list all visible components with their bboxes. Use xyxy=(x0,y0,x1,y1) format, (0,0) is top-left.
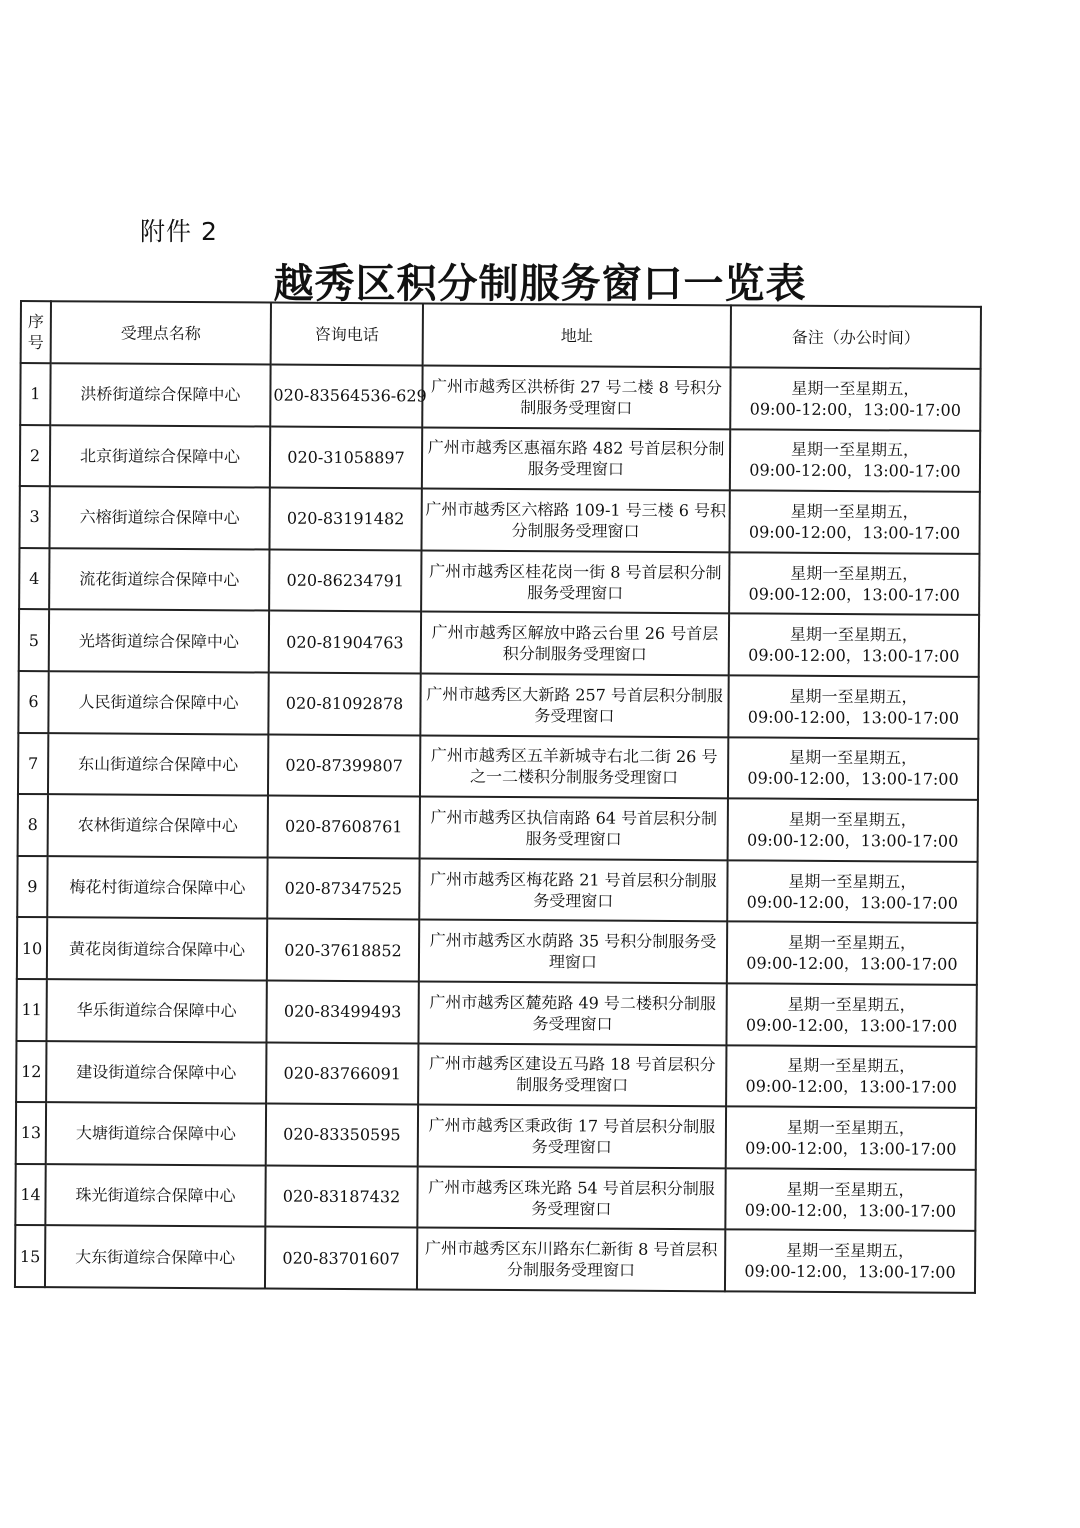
cell-name: 华乐街道综合保障中心 xyxy=(46,979,266,1042)
cell-address: 广州市越秀区珠光路 54 号首层积分制服务受理窗口 xyxy=(417,1166,725,1229)
cell-address: 广州市越秀区大新路 257 号首层积分制服务受理窗口 xyxy=(420,673,728,736)
table-row xyxy=(16,1102,976,1169)
cell-note xyxy=(729,614,979,677)
note-days: 星期一至星期五， xyxy=(786,1179,915,1199)
table-row xyxy=(20,363,980,430)
note-days: 星期一至星期五， xyxy=(789,624,919,645)
note-days: 星期一至星期五， xyxy=(791,378,920,399)
cell-name: 光塔街道综合保障中心 xyxy=(49,610,269,673)
cell-address: 广州市越秀区秉政街 17 号首层积分制服务受理窗口 xyxy=(418,1105,726,1168)
cell-note xyxy=(726,1106,976,1169)
note-hours: 09:00-12:00，13:00-17:00 xyxy=(746,891,959,913)
cell-seq: 11 xyxy=(16,979,46,1041)
cell-seq: 3 xyxy=(19,486,49,548)
note-hours: 09:00-12:00，13:00-17:00 xyxy=(748,645,960,666)
cell-address: 广州市越秀区洪桥街 27 号二楼 8 号积分制服务受理窗口 xyxy=(422,365,730,428)
cell-seq: 1 xyxy=(20,363,50,425)
table-header-row xyxy=(21,301,981,369)
note-days: 星期一至星期五， xyxy=(789,686,918,707)
cell-address: 广州市越秀区麓苑路 49 号二楼积分制服务受理窗口 xyxy=(418,981,726,1044)
seq-header-line2: 号 xyxy=(27,333,44,353)
note-days: 星期一至星期五， xyxy=(787,1056,916,1076)
note-days: 星期一至星期五， xyxy=(791,440,920,460)
cell-note xyxy=(728,675,978,738)
cell-seq: 4 xyxy=(19,548,49,610)
note-hours: 09:00-12:00，13:00-17:00 xyxy=(749,460,961,482)
cell-seq: 12 xyxy=(16,1041,46,1103)
cell-name: 农林街道综合保障中心 xyxy=(48,794,268,857)
cell-address: 广州市越秀区解放中路云台里 26 号首层积分制服务受理窗口 xyxy=(421,612,729,675)
cell-address: 广州市越秀区执信南路 64 号首层积分制服务受理窗口 xyxy=(420,797,728,860)
cell-phone: 020-87399807 xyxy=(268,734,420,797)
cell-note xyxy=(726,1045,976,1108)
note-days: 星期一至星期五， xyxy=(790,501,919,522)
table-row xyxy=(18,671,978,738)
service-window-table xyxy=(14,300,982,1294)
note-hours: 09:00-12:00，13:00-17:00 xyxy=(746,953,958,974)
note-days: 星期一至星期五， xyxy=(789,748,918,768)
table-row xyxy=(15,1225,975,1292)
attachment-label: 附件 2 xyxy=(140,217,218,246)
cell-name: 流花街道综合保障中心 xyxy=(49,548,269,611)
cell-name: 珠光街道综合保障中心 xyxy=(45,1164,265,1227)
cell-note xyxy=(726,983,976,1046)
table-row xyxy=(19,609,979,676)
table-row xyxy=(15,1164,975,1231)
cell-name: 建设街道综合保障中心 xyxy=(46,1041,266,1104)
cell-seq: 14 xyxy=(15,1164,45,1226)
note-days: 星期一至星期五， xyxy=(788,932,917,953)
note-days: 星期一至星期五， xyxy=(788,871,917,892)
table-row xyxy=(20,425,980,492)
cell-phone: 020-83564536-629 xyxy=(270,365,422,428)
cell-phone: 020-31058897 xyxy=(270,426,422,489)
cell-seq: 5 xyxy=(19,609,49,671)
cell-name: 北京街道综合保障中心 xyxy=(50,425,270,488)
note-days: 星期一至星期五， xyxy=(790,563,919,584)
cell-address: 广州市越秀区五羊新城寺右北二街 26 号之一二楼积分制服务受理窗口 xyxy=(420,735,728,798)
cell-phone: 020-86234791 xyxy=(269,549,421,612)
cell-phone: 020-81092878 xyxy=(268,672,420,735)
cell-note xyxy=(730,367,980,430)
cell-address: 广州市越秀区东川路东仁新街 8 号首层积分制服务受理窗口 xyxy=(417,1228,725,1291)
note-days: 星期一至星期五， xyxy=(788,809,917,830)
cell-name: 东山街道综合保障中心 xyxy=(48,733,268,796)
table-row xyxy=(16,1041,976,1108)
column-header-note: 备注（办公时间） xyxy=(731,305,981,369)
cell-note xyxy=(728,737,978,800)
table-row xyxy=(17,917,977,984)
cell-seq: 9 xyxy=(17,856,47,918)
cell-address: 广州市越秀区梅花路 21 号首层积分制服务受理窗口 xyxy=(419,858,727,921)
table-row xyxy=(18,794,978,861)
cell-phone: 020-87608761 xyxy=(268,796,420,859)
cell-phone: 020-83187432 xyxy=(265,1165,417,1228)
cell-name: 大东街道综合保障中心 xyxy=(45,1225,265,1288)
note-hours: 09:00-12:00，13:00-17:00 xyxy=(745,1015,958,1036)
cell-address: 广州市越秀区六榕路 109-1 号三楼 6 号积分制服务受理窗口 xyxy=(421,489,729,552)
cell-name: 六榕街道综合保障中心 xyxy=(49,486,269,549)
note-days: 星期一至星期五， xyxy=(787,994,916,1015)
table-row xyxy=(19,548,979,615)
table-row xyxy=(18,733,978,800)
column-header-address: 地址 xyxy=(423,303,731,367)
cell-address: 广州市越秀区惠福东路 482 号首层积分制服务受理窗口 xyxy=(422,427,730,490)
cell-phone: 020-83701607 xyxy=(265,1227,417,1290)
cell-seq: 10 xyxy=(17,917,47,979)
note-hours: 09:00-12:00，13:00-17:00 xyxy=(747,830,959,851)
cell-note xyxy=(725,1168,975,1231)
cell-note xyxy=(727,922,977,985)
cell-seq: 6 xyxy=(18,671,48,733)
cell-phone: 020-83191482 xyxy=(269,488,421,551)
cell-note xyxy=(727,860,977,923)
cell-phone: 020-81904763 xyxy=(269,611,421,674)
cell-address: 广州市越秀区水荫路 35 号积分制服务受理窗口 xyxy=(419,920,727,983)
cell-note xyxy=(725,1230,975,1293)
cell-phone: 020-83766091 xyxy=(266,1042,418,1105)
cell-address: 广州市越秀区桂花岗一街 8 号首层积分制服务受理窗口 xyxy=(421,550,729,613)
cell-seq: 15 xyxy=(15,1225,45,1287)
note-hours: 09:00-12:00，13:00-17:00 xyxy=(748,522,961,543)
table-row xyxy=(17,856,977,923)
note-days: 星期一至星期五， xyxy=(786,1240,915,1261)
cell-seq: 7 xyxy=(18,733,48,795)
cell-phone: 020-83350595 xyxy=(266,1104,418,1167)
cell-phone: 020-37618852 xyxy=(267,919,419,982)
cell-phone: 020-83499493 xyxy=(266,980,418,1043)
seq-header-line1: 序 xyxy=(27,312,44,332)
note-hours: 09:00-12:00，13:00-17:00 xyxy=(745,1076,957,1098)
column-header-phone: 咨询电话 xyxy=(271,303,423,366)
column-header-name: 受理点名称 xyxy=(51,301,271,364)
note-days: 星期一至星期五， xyxy=(786,1117,916,1138)
note-hours: 09:00-12:00，13:00-17:00 xyxy=(744,1261,956,1282)
note-hours: 09:00-12:00，13:00-17:00 xyxy=(749,399,962,420)
cell-name: 梅花村街道综合保障中心 xyxy=(47,856,267,919)
cell-note xyxy=(730,429,980,492)
cell-name: 洪桥街道综合保障中心 xyxy=(50,363,270,426)
note-hours: 09:00-12:00，13:00-17:00 xyxy=(745,1138,957,1159)
page-title: 越秀区积分制服务窗口一览表 xyxy=(273,261,807,307)
column-header-seq xyxy=(21,301,51,363)
cell-name: 人民街道综合保障中心 xyxy=(48,671,268,734)
cell-name: 大塘街道综合保障中心 xyxy=(46,1102,266,1165)
cell-address: 广州市越秀区建设五马路 18 号首层积分制服务受理窗口 xyxy=(418,1043,726,1106)
cell-name: 黄花岗街道综合保障中心 xyxy=(47,918,267,981)
cell-seq: 2 xyxy=(20,425,50,487)
cell-note xyxy=(729,491,979,554)
note-hours: 09:00-12:00，13:00-17:00 xyxy=(747,707,960,728)
note-hours: 09:00-12:00，13:00-17:00 xyxy=(748,584,960,605)
cell-seq: 13 xyxy=(16,1102,46,1164)
cell-phone: 020-87347525 xyxy=(267,857,419,920)
table-row xyxy=(19,486,979,553)
cell-note xyxy=(728,798,978,861)
cell-seq: 8 xyxy=(18,794,48,856)
cell-note xyxy=(729,552,979,615)
table-row xyxy=(16,979,976,1046)
note-hours: 09:00-12:00，13:00-17:00 xyxy=(747,768,959,790)
note-hours: 09:00-12:00，13:00-17:00 xyxy=(744,1199,957,1221)
